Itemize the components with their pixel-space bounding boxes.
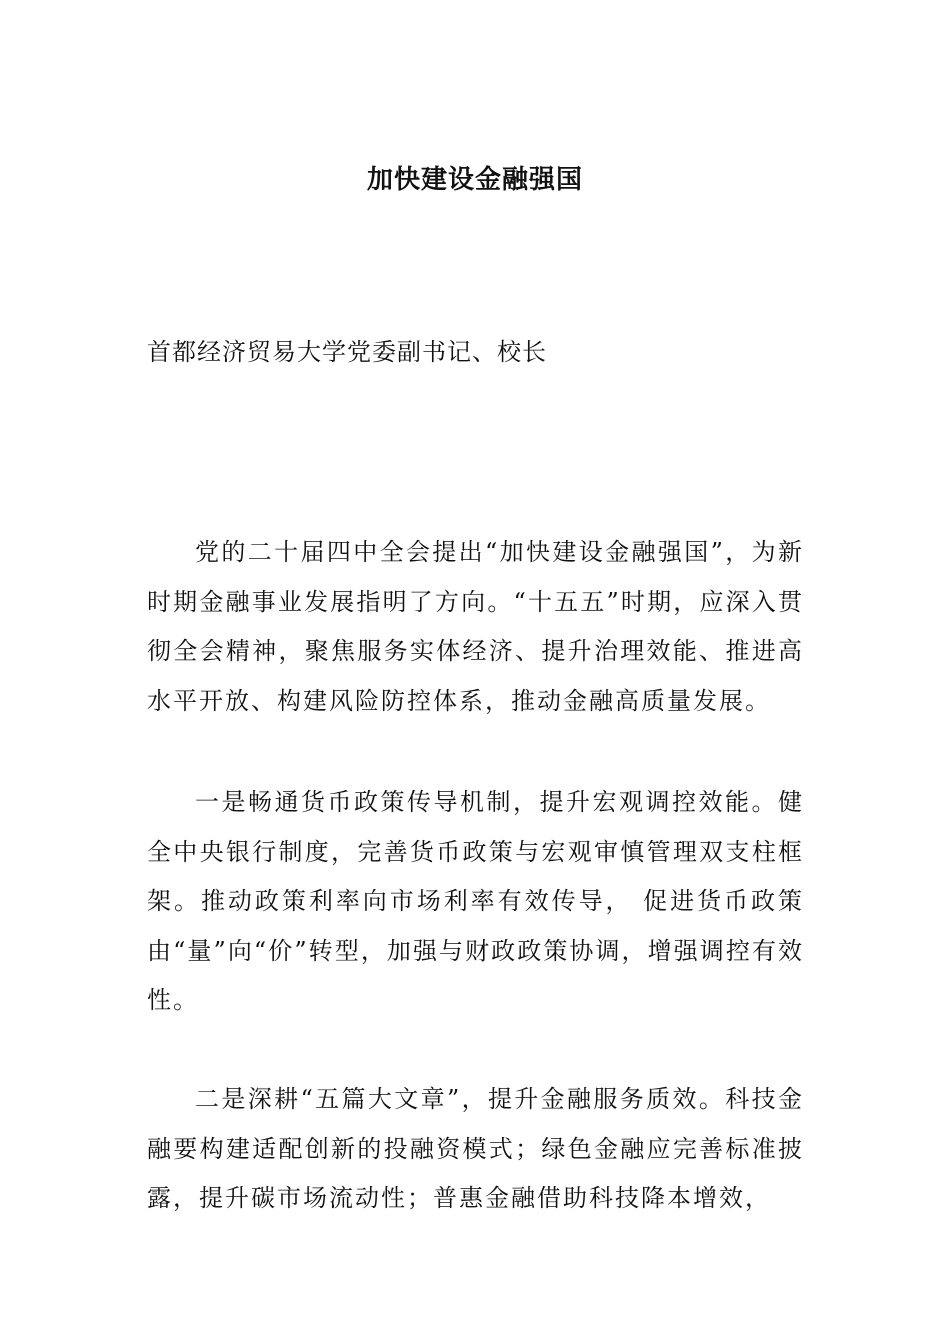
paragraph-intro: 党的二十届四中全会提出“加快建设金融强国”，为新时期金融事业发展指明了方向。“十五五”时期，应深入贯彻全会精神，聚焦服务实体经济、提升治理效能、推进高水平开放、构建风险防控体系，推动金融高质量发展。 xyxy=(147,538,804,715)
paragraph-point-one: 一是畅通货币政策传导机制，提升宏观调控效能。健全中央银行制度，完善货币政策与宏观审慎管理双支柱框架。推动政策利率向市场利率有效传导， 促进货币政策由“量”向“价”转型，加强与财政政策协调，增强调控有效性。 xyxy=(147,788,804,1014)
paragraph-point-two: 二是深耕“五篇大文章”，提升金融服务质效。科技金融要构建适配创新的投融资模式；绿色金融应完善标准披露，提升碳市场流动性；普惠金融借助科技降本增效， xyxy=(147,1085,804,1212)
document-title: 加快建设金融强国 xyxy=(366,165,583,195)
author-line: 首都经济贸易大学党委副书记、校长 xyxy=(147,338,547,366)
